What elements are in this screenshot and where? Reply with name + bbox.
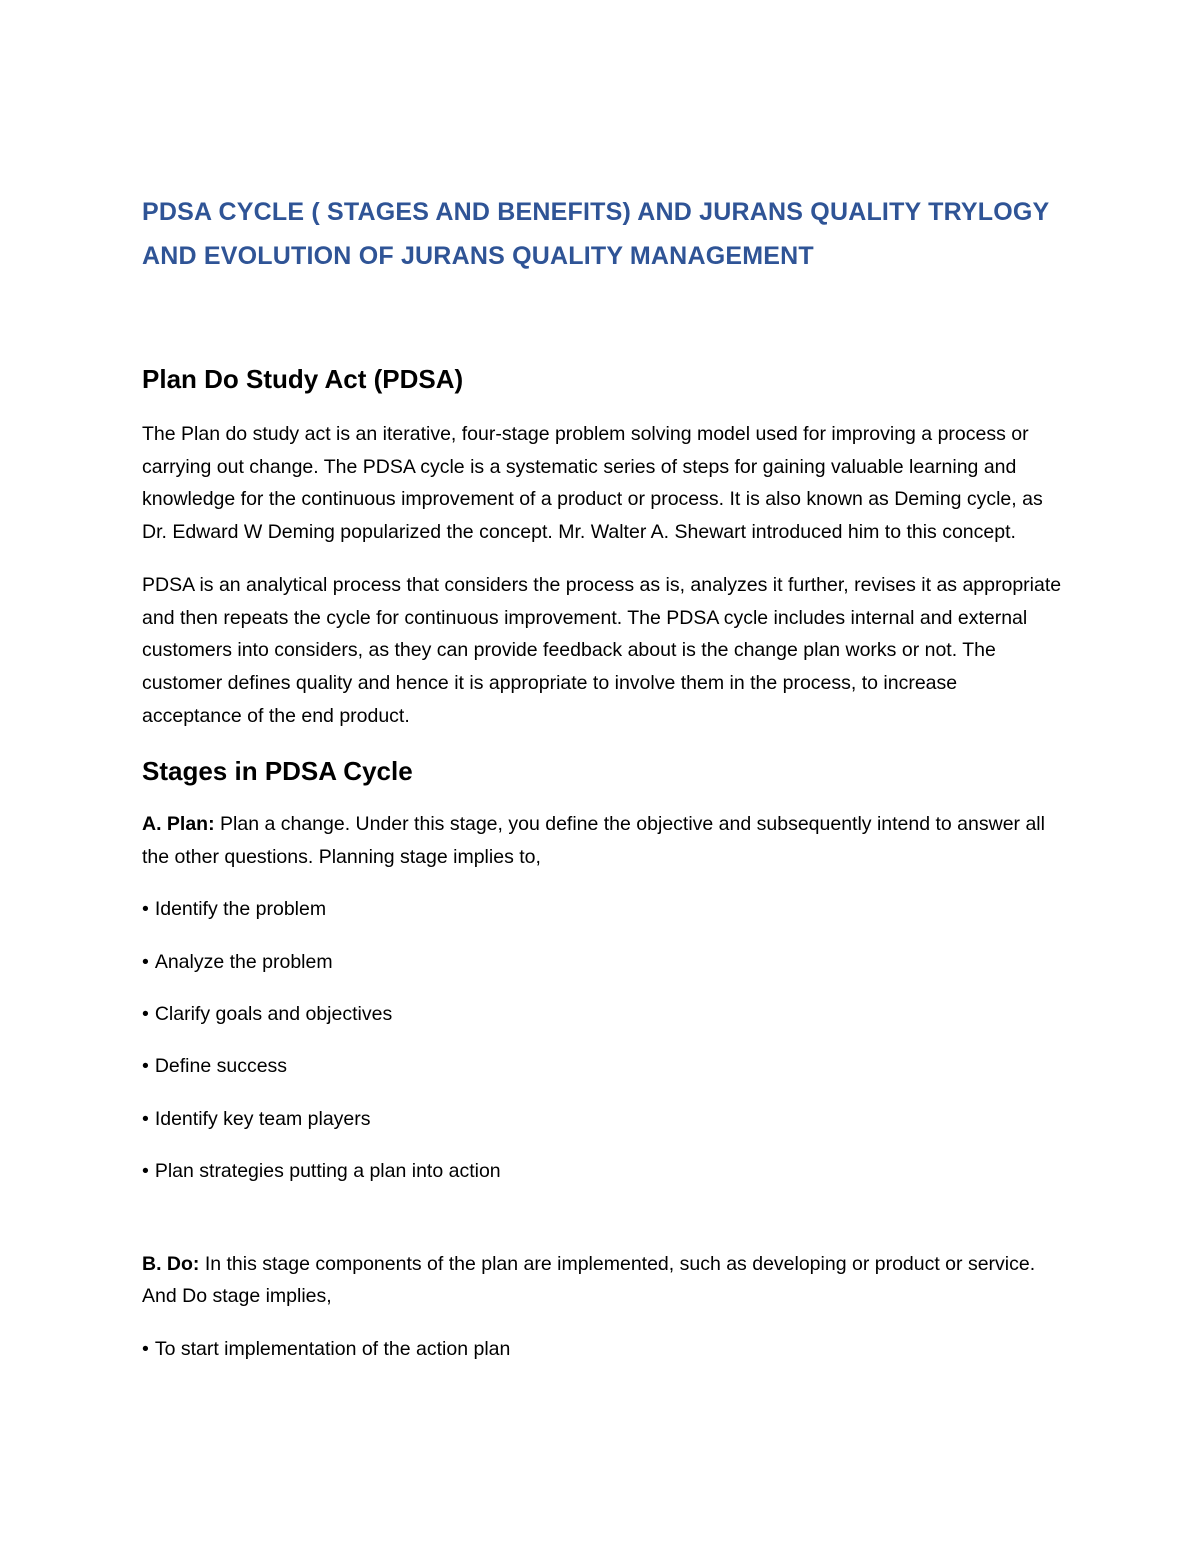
list-item-text: Clarify goals and objectives (154, 1002, 393, 1025)
list-item (142, 1050, 1062, 1083)
bullet-icon: • (142, 1337, 149, 1360)
title-line-1: PDSA CYCLE ( STAGES AND BENEFITS) AND JURANS QUALITY TRYLOGY (142, 198, 1050, 226)
list-item-text: To start implementation of the action plan (154, 1337, 511, 1360)
do-label: B. Do: (142, 1252, 200, 1275)
do-bullet-list (142, 1333, 1062, 1366)
list-item-text: Plan strategies putting a plan into action (154, 1159, 501, 1182)
pdsa-paragraph-2: PDSA is an analytical process that considers the process as is, analyzes it further, revises it as appropriate and then repeats the cycle for continuous improvement. The PDSA cycle includes internal and external customers into considers, as they can provide feedback about is the change plan works or not. The customer defines quality and hence it is appropriate to involve them in the process, to increase acceptance of the end product. (142, 573, 1062, 727)
bullet-icon: • (142, 1002, 149, 1025)
pdsa-paragraph-1: The Plan do study act is an iterative, four-stage problem solving model used for improving a process or carrying out change. The PDSA cycle is a systematic series of steps for gaining valuable learning and knowledge for the continuous improvement of a product or process. It is also known as Deming cycle, as Dr. Edward W Deming popularized the concept. Mr. Walter A. Shewart introduced him to this concept. (142, 423, 1043, 544)
document-page (142, 190, 1062, 1365)
do-text: In this stage components of the plan are implemented, such as developing or product or service. And Do stage implies, (142, 1252, 1036, 1308)
list-item-text: Identify key team players (154, 1107, 371, 1130)
bullet-icon: • (142, 950, 149, 973)
plan-bullet-list (142, 893, 1062, 1187)
bullet-icon: • (142, 898, 149, 921)
document-title (142, 190, 1062, 278)
heading-pdsa: Plan Do Study Act (PDSA) (142, 364, 464, 394)
do-paragraph (142, 1248, 1062, 1313)
plan-text: Plan a change. Under this stage, you define the objective and subsequently intend to answer all the other questions. Planning stage implies to, (142, 813, 1045, 869)
list-item-text: Analyze the problem (154, 950, 333, 973)
bullet-icon: • (142, 1107, 149, 1130)
list-item (142, 1103, 1062, 1136)
list-item (142, 946, 1062, 979)
title-line-2: AND EVOLUTION OF JURANS QUALITY MANAGEMENT (142, 242, 814, 270)
list-item (142, 1333, 1062, 1366)
list-item (142, 1155, 1062, 1188)
list-item-text: Define success (154, 1055, 288, 1078)
plan-paragraph (142, 808, 1062, 873)
list-item-text: Identify the problem (154, 898, 327, 921)
bullet-icon: • (142, 1159, 149, 1182)
bullet-icon: • (142, 1055, 149, 1078)
plan-label: A. Plan: (142, 813, 215, 836)
list-item (142, 893, 1062, 926)
heading-stages: Stages in PDSA Cycle (142, 756, 413, 787)
list-item (142, 998, 1062, 1031)
